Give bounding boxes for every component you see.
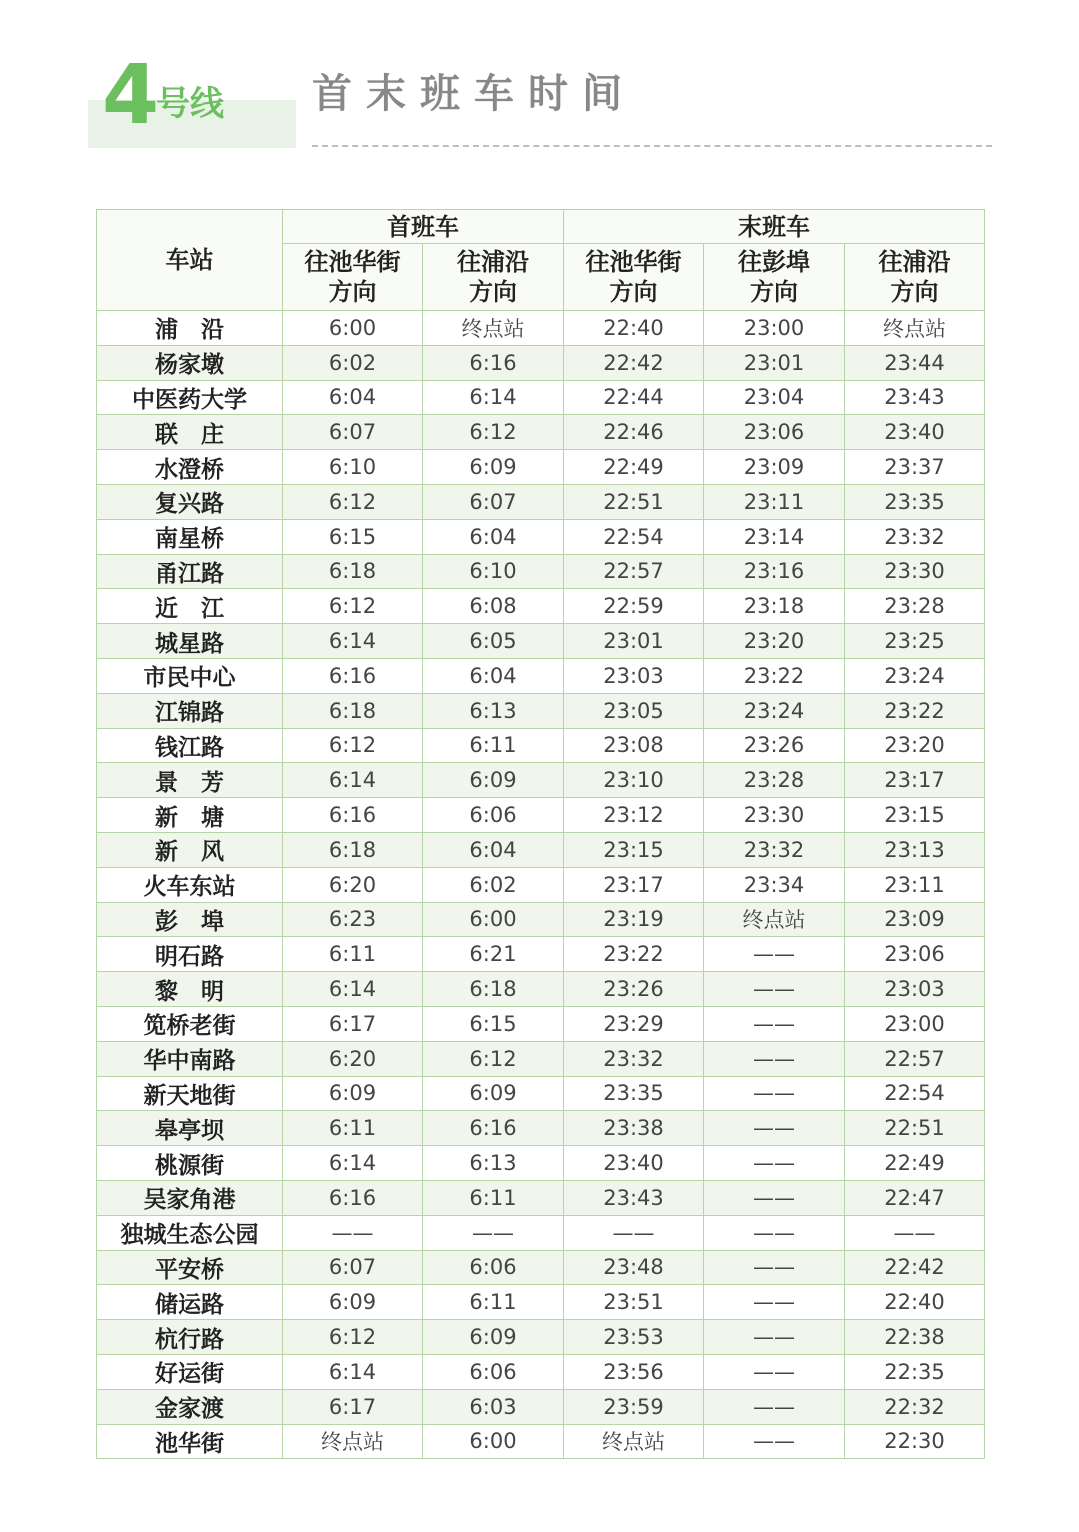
time-cell: 23:26: [704, 728, 845, 763]
time-cell: 23:22: [704, 658, 845, 693]
time-cell: 6:07: [283, 415, 423, 450]
time-cell: 终点站: [423, 311, 564, 346]
time-cell: ——: [704, 1006, 845, 1041]
table-row: [97, 1076, 985, 1111]
time-cell: 22:42: [564, 345, 704, 380]
time-cell: ——: [704, 1041, 845, 1076]
first-train-header: 首班车: [283, 210, 564, 244]
station-name: 杭行路: [97, 1320, 283, 1355]
time-cell: 6:17: [283, 1006, 423, 1041]
table-row: [97, 589, 985, 624]
time-cell: 6:18: [283, 693, 423, 728]
time-cell: 6:09: [423, 763, 564, 798]
time-cell: 23:53: [564, 1320, 704, 1355]
table-row: [97, 658, 985, 693]
direction-header: [845, 244, 985, 311]
time-cell: 6:14: [423, 380, 564, 415]
time-cell: 22:35: [845, 1354, 985, 1389]
table-row: [97, 1285, 985, 1320]
time-cell: 6:09: [423, 450, 564, 485]
time-cell: 6:10: [423, 554, 564, 589]
time-cell: 6:14: [283, 763, 423, 798]
time-cell: 6:21: [423, 937, 564, 972]
time-cell: 6:13: [423, 693, 564, 728]
time-cell: 23:03: [564, 658, 704, 693]
time-cell: 23:34: [704, 867, 845, 902]
time-cell: 6:04: [423, 832, 564, 867]
time-cell: 23:04: [704, 380, 845, 415]
time-cell: 23:17: [845, 763, 985, 798]
time-cell: 6:05: [423, 624, 564, 659]
time-cell: 6:00: [423, 902, 564, 937]
time-cell: 22:51: [845, 1111, 985, 1146]
time-cell: 22:49: [564, 450, 704, 485]
time-cell: 22:57: [845, 1041, 985, 1076]
time-cell: 23:43: [845, 380, 985, 415]
time-cell: ——: [704, 1146, 845, 1181]
time-cell: 22:54: [845, 1076, 985, 1111]
time-cell: ——: [704, 1111, 845, 1146]
station-name: 笕桥老街: [97, 1006, 283, 1041]
time-cell: 终点站: [704, 902, 845, 937]
time-cell: 6:18: [283, 832, 423, 867]
time-cell: 23:40: [845, 415, 985, 450]
direction-label: 往池华街: [585, 248, 682, 276]
table-row: [97, 450, 985, 485]
time-cell: 6:12: [423, 415, 564, 450]
station-name: 南星桥: [97, 519, 283, 554]
table-row: [97, 728, 985, 763]
time-cell: 23:13: [845, 832, 985, 867]
time-cell: 6:04: [283, 380, 423, 415]
time-cell: 22:30: [845, 1424, 985, 1459]
time-cell: 6:12: [283, 589, 423, 624]
direction-suffix: 方向: [328, 278, 377, 306]
time-cell: 23:26: [564, 972, 704, 1007]
time-cell: 23:40: [564, 1146, 704, 1181]
station-name: 水澄桥: [97, 450, 283, 485]
time-cell: 23:19: [564, 902, 704, 937]
table-row: [97, 1389, 985, 1424]
timetable-body: [97, 311, 985, 1459]
time-cell: 22:46: [564, 415, 704, 450]
time-cell: 23:28: [704, 763, 845, 798]
time-cell: 6:02: [283, 345, 423, 380]
time-cell: 23:03: [845, 972, 985, 1007]
table-row: [97, 1250, 985, 1285]
time-cell: 终点站: [564, 1424, 704, 1459]
time-cell: ——: [704, 1076, 845, 1111]
time-cell: 23:32: [564, 1041, 704, 1076]
time-cell: ——: [845, 1215, 985, 1250]
time-cell: 23:43: [564, 1180, 704, 1215]
time-cell: 6:16: [283, 1180, 423, 1215]
time-cell: 6:15: [283, 519, 423, 554]
station-name: 中医药大学: [97, 380, 283, 415]
station-name: 景 芳: [97, 763, 283, 798]
station-name: 火车东站: [97, 867, 283, 902]
line-badge: [88, 48, 298, 148]
time-cell: 23:08: [564, 728, 704, 763]
time-cell: 22:44: [564, 380, 704, 415]
table-row: [97, 345, 985, 380]
table-row: [97, 554, 985, 589]
direction-suffix: 方向: [609, 278, 658, 306]
time-cell: 23:17: [564, 867, 704, 902]
time-cell: 6:16: [423, 1111, 564, 1146]
time-cell: 22:32: [845, 1389, 985, 1424]
direction-suffix: 方向: [469, 278, 517, 306]
time-cell: 23:35: [845, 484, 985, 519]
time-cell: 6:02: [423, 867, 564, 902]
time-cell: 23:06: [845, 937, 985, 972]
time-cell: 22:38: [845, 1320, 985, 1355]
time-cell: 23:35: [564, 1076, 704, 1111]
station-name: 新 风: [97, 832, 283, 867]
time-cell: 23:00: [704, 311, 845, 346]
time-cell: 6:03: [423, 1389, 564, 1424]
time-cell: 22:40: [564, 311, 704, 346]
time-cell: 6:23: [283, 902, 423, 937]
station-name: 城星路: [97, 624, 283, 659]
time-cell: 23:32: [845, 519, 985, 554]
time-cell: 6:14: [283, 624, 423, 659]
station-name: 黎 明: [97, 972, 283, 1007]
time-cell: 22:49: [845, 1146, 985, 1181]
time-cell: 23:30: [704, 798, 845, 833]
time-cell: 23:20: [845, 728, 985, 763]
station-name: 新天地街: [97, 1076, 283, 1111]
time-cell: 22:59: [564, 589, 704, 624]
time-cell: 6:11: [423, 1180, 564, 1215]
table-row: [97, 1006, 985, 1041]
direction-header: [704, 244, 845, 311]
time-cell: 23:18: [704, 589, 845, 624]
time-cell: ——: [704, 1250, 845, 1285]
station-name: 金家渡: [97, 1389, 283, 1424]
time-cell: 6:09: [423, 1320, 564, 1355]
direction-label: 往浦沿: [457, 248, 529, 276]
time-cell: 终点站: [283, 1424, 423, 1459]
time-cell: 23:24: [845, 658, 985, 693]
time-cell: 23:28: [845, 589, 985, 624]
station-name: 甬江路: [97, 554, 283, 589]
time-cell: 23:32: [704, 832, 845, 867]
time-cell: 6:13: [423, 1146, 564, 1181]
time-cell: 6:16: [283, 798, 423, 833]
time-cell: 6:11: [423, 728, 564, 763]
time-cell: 6:07: [423, 484, 564, 519]
time-cell: 6:06: [423, 1354, 564, 1389]
table-row: [97, 693, 985, 728]
time-cell: 6:14: [283, 1354, 423, 1389]
table-row: [97, 937, 985, 972]
table-row: [97, 415, 985, 450]
station-name: 好运街: [97, 1354, 283, 1389]
time-cell: 6:18: [283, 554, 423, 589]
time-cell: 6:06: [423, 1250, 564, 1285]
time-cell: 23:15: [564, 832, 704, 867]
station-name: 华中南路: [97, 1041, 283, 1076]
time-cell: ——: [564, 1215, 704, 1250]
direction-label: 往池华街: [304, 248, 401, 276]
time-cell: 22:47: [845, 1180, 985, 1215]
line-number: 4: [102, 48, 160, 143]
time-cell: 6:12: [283, 728, 423, 763]
station-column-header: 车站: [97, 210, 283, 311]
timetable: [96, 209, 985, 1459]
time-cell: 23:14: [704, 519, 845, 554]
table-row: [97, 1320, 985, 1355]
table-row: [97, 902, 985, 937]
time-cell: 6:14: [283, 972, 423, 1007]
time-cell: 23:01: [564, 624, 704, 659]
time-cell: ——: [704, 1180, 845, 1215]
time-cell: 6:12: [283, 1320, 423, 1355]
station-name: 联 庄: [97, 415, 283, 450]
time-cell: 23:15: [845, 798, 985, 833]
table-row: [97, 1424, 985, 1459]
time-cell: 6:11: [283, 1111, 423, 1146]
time-cell: 终点站: [845, 311, 985, 346]
table-row: [97, 1041, 985, 1076]
station-name: 新 塘: [97, 798, 283, 833]
time-cell: ——: [704, 1354, 845, 1389]
time-cell: 23:48: [564, 1250, 704, 1285]
direction-header: [283, 244, 423, 311]
time-cell: ——: [704, 1285, 845, 1320]
station-name: 近 江: [97, 589, 283, 624]
station-name: 桃源街: [97, 1146, 283, 1181]
time-cell: 23:09: [845, 902, 985, 937]
time-cell: 22:54: [564, 519, 704, 554]
time-cell: 23:59: [564, 1389, 704, 1424]
time-cell: 23:16: [704, 554, 845, 589]
time-cell: 23:06: [704, 415, 845, 450]
station-name: 江锦路: [97, 693, 283, 728]
station-name: 皋亭坝: [97, 1111, 283, 1146]
time-cell: 6:11: [423, 1285, 564, 1320]
time-cell: ——: [704, 972, 845, 1007]
time-cell: 6:10: [283, 450, 423, 485]
time-cell: ——: [704, 1424, 845, 1459]
page-title: 首末班车时间: [312, 71, 636, 117]
station-name: 市民中心: [97, 658, 283, 693]
time-cell: 6:14: [283, 1146, 423, 1181]
station-name: 钱江路: [97, 728, 283, 763]
time-cell: ——: [704, 1320, 845, 1355]
time-cell: 6:09: [283, 1285, 423, 1320]
time-cell: 23:24: [704, 693, 845, 728]
table-row: [97, 1215, 985, 1250]
table-row: [97, 763, 985, 798]
table-row: [97, 798, 985, 833]
time-cell: 22:57: [564, 554, 704, 589]
time-cell: 6:00: [423, 1424, 564, 1459]
time-cell: 6:07: [283, 1250, 423, 1285]
title-divider: [312, 145, 992, 147]
time-cell: ——: [704, 1389, 845, 1424]
time-cell: ——: [283, 1215, 423, 1250]
station-name: 明石路: [97, 937, 283, 972]
time-cell: ——: [704, 937, 845, 972]
time-cell: 6:20: [283, 1041, 423, 1076]
time-cell: 23:12: [564, 798, 704, 833]
station-name: 复兴路: [97, 484, 283, 519]
direction-header: [423, 244, 564, 311]
station-name: 浦 沿: [97, 311, 283, 346]
station-name: 储运路: [97, 1285, 283, 1320]
time-cell: 6:09: [423, 1076, 564, 1111]
table-row: [97, 311, 985, 346]
time-cell: 23:30: [845, 554, 985, 589]
time-cell: 23:00: [845, 1006, 985, 1041]
time-cell: 6:12: [423, 1041, 564, 1076]
time-cell: 6:04: [423, 519, 564, 554]
time-cell: 23:44: [845, 345, 985, 380]
station-name: 池华街: [97, 1424, 283, 1459]
table-row: [97, 380, 985, 415]
time-cell: 23:05: [564, 693, 704, 728]
time-cell: 6:12: [283, 484, 423, 519]
time-cell: 23:38: [564, 1111, 704, 1146]
time-cell: ——: [423, 1215, 564, 1250]
time-cell: 23:11: [845, 867, 985, 902]
time-cell: 6:06: [423, 798, 564, 833]
line-suffix: 号线: [156, 84, 224, 124]
direction-label: 往浦沿: [878, 248, 951, 276]
time-cell: 23:22: [564, 937, 704, 972]
direction-suffix: 方向: [750, 278, 798, 306]
station-name: 杨家墩: [97, 345, 283, 380]
time-cell: 6:20: [283, 867, 423, 902]
time-cell: 6:18: [423, 972, 564, 1007]
table-row: [97, 519, 985, 554]
time-cell: 22:42: [845, 1250, 985, 1285]
time-cell: 6:08: [423, 589, 564, 624]
table-row: [97, 1146, 985, 1181]
table-row: [97, 972, 985, 1007]
time-cell: 6:00: [283, 311, 423, 346]
last-train-header: 末班车: [564, 210, 985, 244]
time-cell: 23:25: [845, 624, 985, 659]
time-cell: 23:11: [704, 484, 845, 519]
time-cell: 23:37: [845, 450, 985, 485]
time-cell: 23:01: [704, 345, 845, 380]
table-row: [97, 484, 985, 519]
time-cell: 23:22: [845, 693, 985, 728]
table-row: [97, 1180, 985, 1215]
time-cell: 23:09: [704, 450, 845, 485]
time-cell: 22:40: [845, 1285, 985, 1320]
direction-header: [564, 244, 704, 311]
time-cell: 6:09: [283, 1076, 423, 1111]
direction-suffix: 方向: [890, 278, 939, 306]
time-cell: 23:20: [704, 624, 845, 659]
station-name: 独城生态公园: [97, 1215, 283, 1250]
table-row: [97, 867, 985, 902]
time-cell: 23:56: [564, 1354, 704, 1389]
table-row: [97, 1111, 985, 1146]
time-cell: 6:04: [423, 658, 564, 693]
time-cell: 22:51: [564, 484, 704, 519]
station-name: 平安桥: [97, 1250, 283, 1285]
direction-label: 往彭埠: [738, 248, 810, 276]
station-name: 彭 埠: [97, 902, 283, 937]
station-name: 吴家角港: [97, 1180, 283, 1215]
time-cell: 6:16: [283, 658, 423, 693]
time-cell: 23:10: [564, 763, 704, 798]
time-cell: 6:17: [283, 1389, 423, 1424]
time-cell: 6:15: [423, 1006, 564, 1041]
time-cell: 6:11: [283, 937, 423, 972]
table-row: [97, 624, 985, 659]
time-cell: 23:51: [564, 1285, 704, 1320]
time-cell: 23:29: [564, 1006, 704, 1041]
table-row: [97, 1354, 985, 1389]
time-cell: ——: [704, 1215, 845, 1250]
table-row: [97, 832, 985, 867]
time-cell: 6:16: [423, 345, 564, 380]
